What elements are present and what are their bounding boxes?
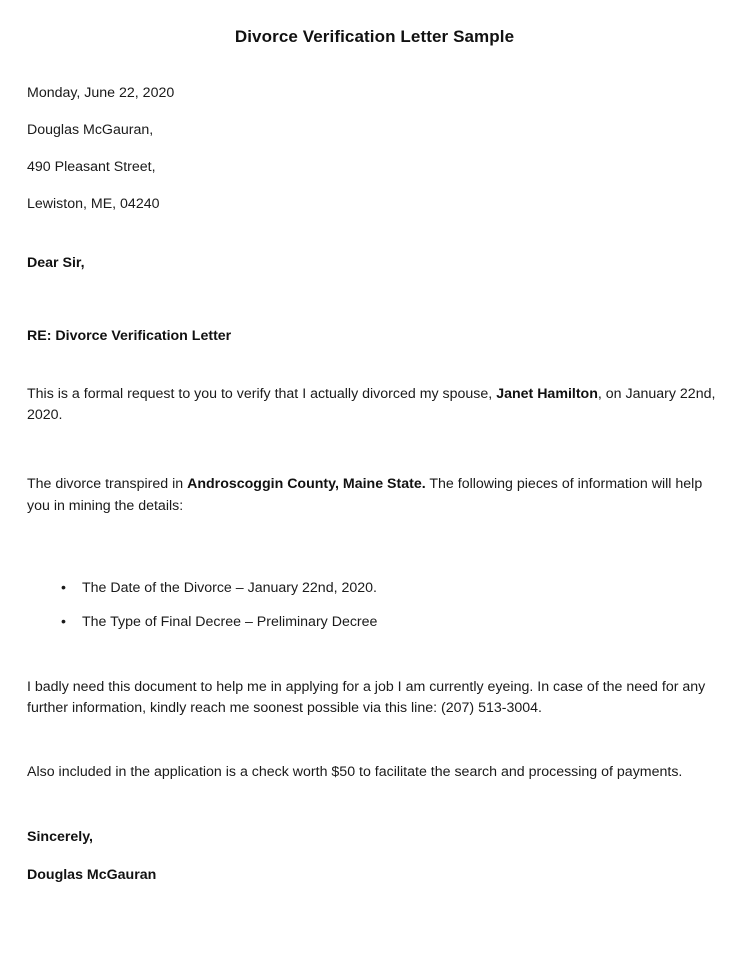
paragraph-location-text-before: The divorce transpired in [27,476,188,493]
bullet-point-icon: • [61,580,66,597]
paragraph-purpose-and-contact: I badly need this document to help me in applying for a job I am currently eyeing. In case of the need for any further information, kindly reach me soonest possible via this line: (207) 513-3004. [27,678,706,717]
paragraph-request-text-before: This is a formal request to you to verify that I actually divorced my spouse, [27,385,497,402]
divorce-jurisdiction: Androscoggin County, Maine State. [187,476,426,493]
page-title: Divorce Verification Letter Sample [234,27,515,46]
spouse-name: Janet Hamilton [496,385,598,402]
list-item [27,579,722,597]
paragraph-request [27,384,722,427]
paragraph-request-text-after: , on January 22nd, 2020. [27,385,716,424]
paragraph-location-text-after: The following pieces of information will help you in mining the details: [27,476,703,514]
address-line-recipient-name: Douglas McGauran, [27,122,154,139]
closing-valediction: Sincerely, [27,828,93,845]
list-item [27,613,722,631]
address-line-date: Monday, June 22, 2020 [27,85,175,102]
paragraph-location [27,474,722,517]
subject-line: RE: Divorce Verification Letter [27,328,232,345]
paragraph-enclosed-check: Also included in the application is a check worth $50 to facilitate the search and processing of payments. [27,763,683,780]
details-bullet-list [27,579,722,631]
closing-block [27,829,722,885]
list-item-label: The Type of Final Decree – Preliminary Decree [82,613,378,630]
address-block [27,85,722,213]
closing-signer-name: Douglas McGauran [27,866,157,883]
address-line-street: 490 Pleasant Street, [27,158,156,175]
list-item-label: The Date of the Divorce – January 22nd, 2020. [82,580,377,597]
address-line-city-state-zip: Lewiston, ME, 04240 [27,195,160,212]
bullet-point-icon: • [61,613,66,630]
salutation: Dear Sir, [27,255,85,272]
